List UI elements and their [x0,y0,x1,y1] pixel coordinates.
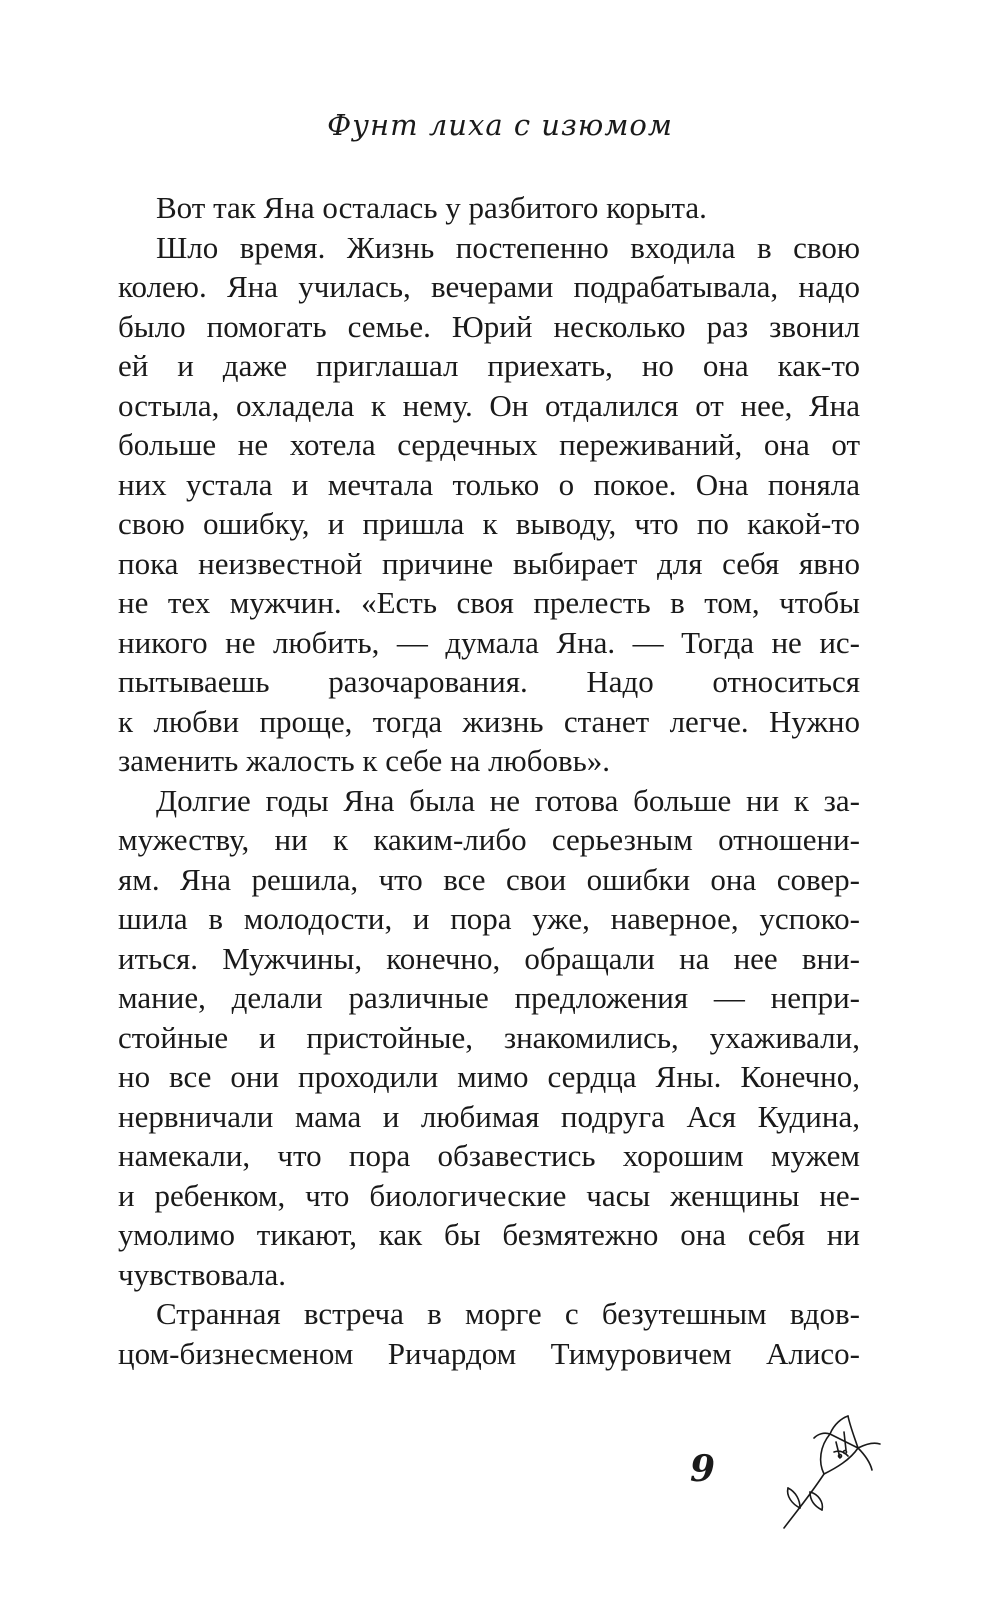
text-line: больше не хотела сердечных переживаний, она от [118,427,860,462]
text-line: Шло время. Жизнь постепенно входила в свою [156,229,860,265]
text-line: и ребенком, что биологические часы женщины не- [118,1177,860,1213]
text-line: заменить жалость к себе на любовь». [118,743,610,778]
text-line: Странная встреча в морге с безутешным вдов- [156,1296,860,1331]
running-head: Фунт лиха с изюмом [327,108,673,142]
text-line: стойные и пристойные, знакомились, ухаживали, [118,1019,860,1055]
text-line: ей и даже приглашал приехать, но она как-то [118,348,860,383]
text-line: не тех мужчин. «Есть своя прелесть в том, чтобы [118,585,860,620]
text-line: к любви проще, тогда жизнь станет легче. Нужно [118,703,860,739]
text-line: умолимо тикают, как бы безмятежно она себя ни [118,1217,860,1252]
text-line: свою ошибку, и пришла к выводу, что по какой-то [118,506,860,541]
text-line: мание, делали различные предложения — непри- [118,980,860,1015]
text-line: чувствовала. [118,1256,287,1292]
text-line: пытываешь разочарования. Надо относиться [118,664,860,699]
text-line: но все они проходили мимо сердца Яны. Конечно, [118,1059,860,1094]
text-line: Долгие годы Яна была не готова больше ни к за- [156,782,860,818]
text-line: ям. Яна решила, что все свои ошибки она совер- [118,861,860,897]
text-line: остыла, охладела к нему. Он отдалился от нее, Яна [118,387,860,423]
text-line: цом-бизнесменом Ричардом Тимуровичем Алисо- [118,1335,860,1371]
text-line: нервничали мама и любимая подруга Ася Кудина, [118,1098,860,1134]
page-number: 9 [690,1448,716,1490]
text-line: колею. Яна училась, вечерами подрабатывала, надо [118,269,860,304]
text-line: было помогать семье. Юрий несколько раз звонил [118,308,860,344]
text-line: Вот так Яна осталась у разбитого корыта. [156,190,707,225]
flower-icon [774,1412,884,1530]
text-line: мужеству, ни к каким-либо серьезным отношени- [118,822,860,857]
text-line: никого не любить, — думала Яна. — Тогда не ис- [118,624,860,660]
text-line: них устала и мечтала только о покое. Она поняла [118,466,860,502]
text-line: намекали, что пора обзавестись хорошим мужем [118,1138,860,1173]
text-line: иться. Мужчины, конечно, обращали на нее вни- [118,940,860,976]
text-line: шила в молодости, и пора уже, наверное, успоко- [118,901,860,936]
body-text [118,188,860,1373]
text-line: пока неизвестной причине выбирает для себя явно [118,545,860,581]
